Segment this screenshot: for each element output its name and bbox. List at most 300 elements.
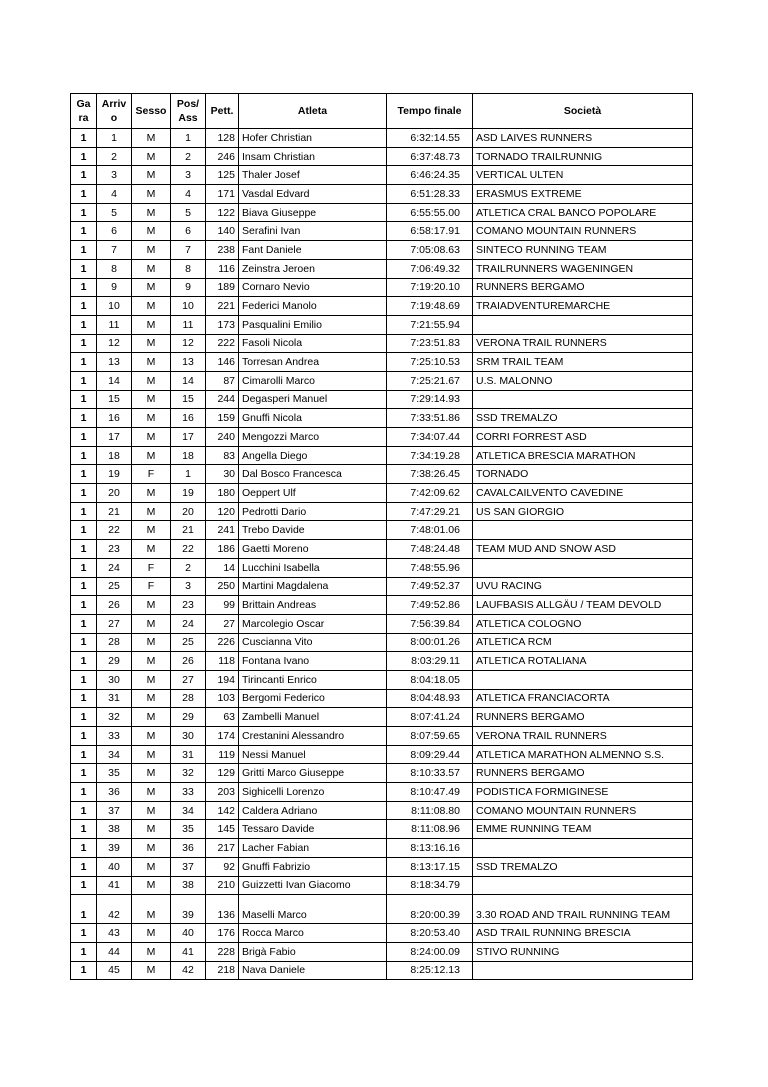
table-row xyxy=(71,241,693,260)
cell-atleta: Gnuffi Nicola xyxy=(239,409,387,428)
cell-arrivo: 21 xyxy=(97,502,132,521)
cell-sesso: M xyxy=(132,446,171,465)
cell-pos: 40 xyxy=(171,924,206,943)
cell-societa: ERASMUS EXTREME xyxy=(473,185,693,204)
cell-atleta: Biava Giuseppe xyxy=(239,203,387,222)
cell-arrivo: 35 xyxy=(97,764,132,783)
cell-atleta: Mengozzi Marco xyxy=(239,428,387,447)
cell-pos: 8 xyxy=(171,259,206,278)
cell-gara: 1 xyxy=(71,203,97,222)
cell-atleta: Tirincanti Enrico xyxy=(239,670,387,689)
cell-societa: SRM TRAIL TEAM xyxy=(473,353,693,372)
table-row xyxy=(71,371,693,390)
cell-pos: 12 xyxy=(171,334,206,353)
cell-tempo: 7:49:52.86 xyxy=(387,596,473,615)
cell-gara: 1 xyxy=(71,390,97,409)
cell-arrivo: 12 xyxy=(97,334,132,353)
cell-sesso: M xyxy=(132,857,171,876)
cell-gara: 1 xyxy=(71,315,97,334)
results-table xyxy=(70,93,693,980)
cell-pett: 119 xyxy=(206,745,239,764)
cell-arrivo: 7 xyxy=(97,241,132,260)
cell-pos: 19 xyxy=(171,484,206,503)
cell-tempo: 8:00:01.26 xyxy=(387,633,473,652)
cell-pett: 222 xyxy=(206,334,239,353)
table-row xyxy=(71,708,693,727)
cell-atleta: Bergomi Federico xyxy=(239,689,387,708)
cell-atleta: Guizzetti Ivan Giacomo xyxy=(239,876,387,895)
header-sesso: Sesso xyxy=(132,94,171,129)
cell-arrivo: 3 xyxy=(97,166,132,185)
cell-societa: US SAN GIORGIO xyxy=(473,502,693,521)
cell-tempo: 7:33:51.86 xyxy=(387,409,473,428)
table-row xyxy=(71,521,693,540)
cell-pett: 27 xyxy=(206,614,239,633)
cell-tempo: 8:10:47.49 xyxy=(387,783,473,802)
cell-arrivo: 13 xyxy=(97,353,132,372)
cell-societa xyxy=(473,390,693,409)
cell-pett: 203 xyxy=(206,783,239,802)
cell-pett: 221 xyxy=(206,297,239,316)
cell-tempo: 8:07:41.24 xyxy=(387,708,473,727)
cell-atleta: Zeinstra Jeroen xyxy=(239,259,387,278)
table-row xyxy=(71,596,693,615)
cell-atleta: Sighicelli Lorenzo xyxy=(239,783,387,802)
table-row xyxy=(71,633,693,652)
cell-gara: 1 xyxy=(71,222,97,241)
cell-gara: 1 xyxy=(71,801,97,820)
table-row xyxy=(71,428,693,447)
cell-pett: 217 xyxy=(206,839,239,858)
cell-arrivo: 11 xyxy=(97,315,132,334)
table-row xyxy=(71,895,693,924)
cell-atleta: Cornaro Nevio xyxy=(239,278,387,297)
cell-tempo: 7:42:09.62 xyxy=(387,484,473,503)
cell-atleta: Maselli Marco xyxy=(239,895,387,924)
cell-sesso: M xyxy=(132,801,171,820)
cell-gara: 1 xyxy=(71,371,97,390)
cell-gara: 1 xyxy=(71,820,97,839)
table-row xyxy=(71,727,693,746)
cell-tempo: 7:47:29.21 xyxy=(387,502,473,521)
cell-pos: 11 xyxy=(171,315,206,334)
cell-arrivo: 27 xyxy=(97,614,132,633)
cell-sesso: M xyxy=(132,334,171,353)
cell-atleta: Dal Bosco Francesca xyxy=(239,465,387,484)
cell-tempo: 8:13:16.16 xyxy=(387,839,473,858)
cell-societa: CAVALCAILVENTO CAVEDINE xyxy=(473,484,693,503)
cell-societa xyxy=(473,876,693,895)
cell-sesso: M xyxy=(132,820,171,839)
cell-atleta: Federici Manolo xyxy=(239,297,387,316)
cell-sesso: M xyxy=(132,390,171,409)
cell-societa: ATLETICA ROTALIANA xyxy=(473,652,693,671)
cell-pos: 22 xyxy=(171,540,206,559)
cell-pett: 136 xyxy=(206,895,239,924)
table-row xyxy=(71,353,693,372)
cell-pett: 241 xyxy=(206,521,239,540)
cell-arrivo: 9 xyxy=(97,278,132,297)
cell-tempo: 8:24:00.09 xyxy=(387,942,473,961)
cell-pos: 3 xyxy=(171,577,206,596)
cell-arrivo: 42 xyxy=(97,895,132,924)
cell-gara: 1 xyxy=(71,129,97,148)
cell-arrivo: 8 xyxy=(97,259,132,278)
cell-sesso: M xyxy=(132,839,171,858)
cell-atleta: Nava Daniele xyxy=(239,961,387,980)
cell-pos: 7 xyxy=(171,241,206,260)
cell-arrivo: 41 xyxy=(97,876,132,895)
cell-pos: 24 xyxy=(171,614,206,633)
cell-societa: ATLETICA RCM xyxy=(473,633,693,652)
cell-tempo: 6:46:24.35 xyxy=(387,166,473,185)
cell-gara: 1 xyxy=(71,521,97,540)
cell-societa xyxy=(473,521,693,540)
cell-gara: 1 xyxy=(71,166,97,185)
cell-tempo: 7:34:07.44 xyxy=(387,428,473,447)
cell-sesso: M xyxy=(132,315,171,334)
cell-pett: 120 xyxy=(206,502,239,521)
cell-arrivo: 29 xyxy=(97,652,132,671)
table-header xyxy=(71,94,693,129)
cell-arrivo: 33 xyxy=(97,727,132,746)
cell-gara: 1 xyxy=(71,670,97,689)
cell-tempo: 6:58:17.91 xyxy=(387,222,473,241)
header-gara: Ga ra xyxy=(71,94,97,129)
cell-sesso: M xyxy=(132,876,171,895)
cell-gara: 1 xyxy=(71,241,97,260)
cell-sesso: M xyxy=(132,961,171,980)
cell-pos: 38 xyxy=(171,876,206,895)
cell-gara: 1 xyxy=(71,484,97,503)
cell-tempo: 8:03:29.11 xyxy=(387,652,473,671)
cell-gara: 1 xyxy=(71,558,97,577)
cell-sesso: F xyxy=(132,465,171,484)
header-pett: Pett. xyxy=(206,94,239,129)
cell-pos: 10 xyxy=(171,297,206,316)
cell-gara: 1 xyxy=(71,783,97,802)
cell-pett: 116 xyxy=(206,259,239,278)
cell-tempo: 7:23:51.83 xyxy=(387,334,473,353)
cell-atleta: Hofer Christian xyxy=(239,129,387,148)
cell-gara: 1 xyxy=(71,689,97,708)
cell-societa: PODISTICA FORMIGINESE xyxy=(473,783,693,802)
cell-sesso: F xyxy=(132,577,171,596)
cell-tempo: 7:48:24.48 xyxy=(387,540,473,559)
cell-societa xyxy=(473,558,693,577)
cell-gara: 1 xyxy=(71,353,97,372)
cell-arrivo: 30 xyxy=(97,670,132,689)
cell-pett: 30 xyxy=(206,465,239,484)
cell-pett: 87 xyxy=(206,371,239,390)
cell-atleta: Serafini Ivan xyxy=(239,222,387,241)
cell-atleta: Degasperi Manuel xyxy=(239,390,387,409)
cell-arrivo: 10 xyxy=(97,297,132,316)
cell-tempo: 7:19:48.69 xyxy=(387,297,473,316)
cell-pett: 14 xyxy=(206,558,239,577)
cell-arrivo: 37 xyxy=(97,801,132,820)
cell-pos: 33 xyxy=(171,783,206,802)
cell-societa: 3.30 ROAD AND TRAIL RUNNING TEAM xyxy=(473,895,693,924)
cell-arrivo: 39 xyxy=(97,839,132,858)
table-row xyxy=(71,334,693,353)
cell-pett: 159 xyxy=(206,409,239,428)
cell-atleta: Gritti Marco Giuseppe xyxy=(239,764,387,783)
cell-pett: 99 xyxy=(206,596,239,615)
cell-pos: 41 xyxy=(171,942,206,961)
cell-pos: 31 xyxy=(171,745,206,764)
cell-tempo: 6:51:28.33 xyxy=(387,185,473,204)
table-row xyxy=(71,783,693,802)
cell-societa: LAUFBASIS ALLGÄU / TEAM DEVOLD xyxy=(473,596,693,615)
cell-arrivo: 22 xyxy=(97,521,132,540)
table-row xyxy=(71,745,693,764)
table-row xyxy=(71,315,693,334)
table-row xyxy=(71,390,693,409)
cell-arrivo: 14 xyxy=(97,371,132,390)
cell-arrivo: 40 xyxy=(97,857,132,876)
cell-atleta: Zambelli Manuel xyxy=(239,708,387,727)
cell-societa: TRAILRUNNERS WAGENINGEN xyxy=(473,259,693,278)
cell-pett: 103 xyxy=(206,689,239,708)
cell-gara: 1 xyxy=(71,596,97,615)
cell-sesso: M xyxy=(132,783,171,802)
cell-pett: 244 xyxy=(206,390,239,409)
cell-gara: 1 xyxy=(71,895,97,924)
cell-pos: 27 xyxy=(171,670,206,689)
table-row xyxy=(71,839,693,858)
cell-gara: 1 xyxy=(71,961,97,980)
cell-gara: 1 xyxy=(71,764,97,783)
cell-societa: ATLETICA BRESCIA MARATHON xyxy=(473,446,693,465)
cell-atleta: Fontana Ivano xyxy=(239,652,387,671)
cell-pos: 18 xyxy=(171,446,206,465)
table-row xyxy=(71,876,693,895)
cell-atleta: Torresan Andrea xyxy=(239,353,387,372)
cell-atleta: Nessi Manuel xyxy=(239,745,387,764)
cell-pett: 171 xyxy=(206,185,239,204)
cell-pett: 240 xyxy=(206,428,239,447)
cell-pos: 26 xyxy=(171,652,206,671)
cell-tempo: 6:32:14.55 xyxy=(387,129,473,148)
cell-sesso: M xyxy=(132,222,171,241)
cell-pett: 176 xyxy=(206,924,239,943)
cell-sesso: F xyxy=(132,558,171,577)
cell-atleta: Oeppert Ulf xyxy=(239,484,387,503)
cell-pett: 142 xyxy=(206,801,239,820)
table-row xyxy=(71,446,693,465)
header-row xyxy=(71,94,693,129)
cell-pett: 145 xyxy=(206,820,239,839)
cell-tempo: 7:25:21.67 xyxy=(387,371,473,390)
cell-pos: 28 xyxy=(171,689,206,708)
cell-atleta: Fasoli Nicola xyxy=(239,334,387,353)
cell-gara: 1 xyxy=(71,334,97,353)
cell-atleta: Trebo Davide xyxy=(239,521,387,540)
cell-societa: EMME RUNNING TEAM xyxy=(473,820,693,839)
cell-arrivo: 4 xyxy=(97,185,132,204)
cell-sesso: M xyxy=(132,745,171,764)
cell-pett: 250 xyxy=(206,577,239,596)
cell-pett: 238 xyxy=(206,241,239,260)
table-row xyxy=(71,820,693,839)
cell-pos: 21 xyxy=(171,521,206,540)
cell-societa: RUNNERS BERGAMO xyxy=(473,278,693,297)
cell-atleta: Fant Daniele xyxy=(239,241,387,260)
cell-tempo: 6:37:48.73 xyxy=(387,147,473,166)
cell-atleta: Gaetti Moreno xyxy=(239,540,387,559)
cell-arrivo: 17 xyxy=(97,428,132,447)
cell-gara: 1 xyxy=(71,297,97,316)
cell-gara: 1 xyxy=(71,876,97,895)
cell-societa: SSD TREMALZO xyxy=(473,857,693,876)
cell-gara: 1 xyxy=(71,577,97,596)
cell-pett: 118 xyxy=(206,652,239,671)
cell-sesso: M xyxy=(132,241,171,260)
cell-sesso: M xyxy=(132,942,171,961)
cell-sesso: M xyxy=(132,614,171,633)
header-atleta: Atleta xyxy=(239,94,387,129)
table-row xyxy=(71,670,693,689)
cell-sesso: M xyxy=(132,895,171,924)
cell-tempo: 8:04:48.93 xyxy=(387,689,473,708)
cell-societa: ASD TRAIL RUNNING BRESCIA xyxy=(473,924,693,943)
cell-sesso: M xyxy=(132,185,171,204)
cell-atleta: Crestanini Alessandro xyxy=(239,727,387,746)
table-row xyxy=(71,203,693,222)
cell-sesso: M xyxy=(132,166,171,185)
cell-atleta: Pedrotti Dario xyxy=(239,502,387,521)
cell-arrivo: 38 xyxy=(97,820,132,839)
cell-tempo: 8:11:08.96 xyxy=(387,820,473,839)
cell-arrivo: 15 xyxy=(97,390,132,409)
cell-tempo: 7:49:52.37 xyxy=(387,577,473,596)
cell-pett: 83 xyxy=(206,446,239,465)
cell-societa xyxy=(473,839,693,858)
cell-societa: ATLETICA FRANCIACORTA xyxy=(473,689,693,708)
cell-arrivo: 24 xyxy=(97,558,132,577)
cell-pett: 226 xyxy=(206,633,239,652)
cell-pos: 2 xyxy=(171,147,206,166)
cell-gara: 1 xyxy=(71,278,97,297)
cell-societa: ASD LAIVES RUNNERS xyxy=(473,129,693,148)
cell-gara: 1 xyxy=(71,502,97,521)
table-row xyxy=(71,409,693,428)
cell-societa: RUNNERS BERGAMO xyxy=(473,764,693,783)
cell-arrivo: 5 xyxy=(97,203,132,222)
cell-tempo: 7:48:55.96 xyxy=(387,558,473,577)
cell-pos: 15 xyxy=(171,390,206,409)
cell-tempo: 8:20:53.40 xyxy=(387,924,473,943)
cell-gara: 1 xyxy=(71,185,97,204)
table-row xyxy=(71,558,693,577)
cell-atleta: Caldera Adriano xyxy=(239,801,387,820)
cell-gara: 1 xyxy=(71,857,97,876)
cell-gara: 1 xyxy=(71,839,97,858)
cell-arrivo: 18 xyxy=(97,446,132,465)
table-row xyxy=(71,166,693,185)
cell-gara: 1 xyxy=(71,652,97,671)
cell-atleta: Marcolegio Oscar xyxy=(239,614,387,633)
table-row xyxy=(71,147,693,166)
table-row xyxy=(71,857,693,876)
cell-tempo: 8:20:00.39 xyxy=(387,895,473,924)
cell-sesso: M xyxy=(132,596,171,615)
table-row xyxy=(71,689,693,708)
cell-arrivo: 6 xyxy=(97,222,132,241)
table-row xyxy=(71,801,693,820)
cell-sesso: M xyxy=(132,409,171,428)
cell-gara: 1 xyxy=(71,409,97,428)
cell-arrivo: 28 xyxy=(97,633,132,652)
cell-atleta: Brittain Andreas xyxy=(239,596,387,615)
cell-pett: 125 xyxy=(206,166,239,185)
cell-tempo: 7:05:08.63 xyxy=(387,241,473,260)
cell-sesso: M xyxy=(132,764,171,783)
cell-sesso: M xyxy=(132,708,171,727)
table-row xyxy=(71,502,693,521)
cell-tempo: 8:04:18.05 xyxy=(387,670,473,689)
cell-pos: 2 xyxy=(171,558,206,577)
cell-pos: 20 xyxy=(171,502,206,521)
cell-sesso: M xyxy=(132,353,171,372)
cell-tempo: 7:06:49.32 xyxy=(387,259,473,278)
cell-pos: 1 xyxy=(171,129,206,148)
cell-sesso: M xyxy=(132,203,171,222)
cell-societa xyxy=(473,315,693,334)
cell-pos: 23 xyxy=(171,596,206,615)
cell-atleta: Cuscianna Vito xyxy=(239,633,387,652)
table-row xyxy=(71,652,693,671)
cell-gara: 1 xyxy=(71,614,97,633)
cell-gara: 1 xyxy=(71,259,97,278)
table-row xyxy=(71,129,693,148)
cell-gara: 1 xyxy=(71,465,97,484)
cell-pos: 30 xyxy=(171,727,206,746)
cell-sesso: M xyxy=(132,147,171,166)
cell-pos: 25 xyxy=(171,633,206,652)
cell-pos: 17 xyxy=(171,428,206,447)
cell-pett: 210 xyxy=(206,876,239,895)
cell-pos: 29 xyxy=(171,708,206,727)
cell-arrivo: 43 xyxy=(97,924,132,943)
cell-societa: SSD TREMALZO xyxy=(473,409,693,428)
table-row xyxy=(71,764,693,783)
cell-arrivo: 20 xyxy=(97,484,132,503)
table-row xyxy=(71,540,693,559)
cell-pett: 186 xyxy=(206,540,239,559)
table-row xyxy=(71,222,693,241)
cell-societa: CORRI FORREST ASD xyxy=(473,428,693,447)
cell-pett: 63 xyxy=(206,708,239,727)
cell-pos: 34 xyxy=(171,801,206,820)
cell-pos: 6 xyxy=(171,222,206,241)
cell-societa: ATLETICA MARATHON ALMENNO S.S. xyxy=(473,745,693,764)
cell-pos: 16 xyxy=(171,409,206,428)
cell-sesso: M xyxy=(132,521,171,540)
cell-sesso: M xyxy=(132,129,171,148)
cell-tempo: 8:25:12.13 xyxy=(387,961,473,980)
cell-gara: 1 xyxy=(71,633,97,652)
table-body xyxy=(71,129,693,980)
cell-sesso: M xyxy=(132,428,171,447)
cell-arrivo: 36 xyxy=(97,783,132,802)
cell-societa: STIVO RUNNING xyxy=(473,942,693,961)
cell-pos: 35 xyxy=(171,820,206,839)
cell-sesso: M xyxy=(132,540,171,559)
cell-societa: TORNADO xyxy=(473,465,693,484)
cell-sesso: M xyxy=(132,259,171,278)
